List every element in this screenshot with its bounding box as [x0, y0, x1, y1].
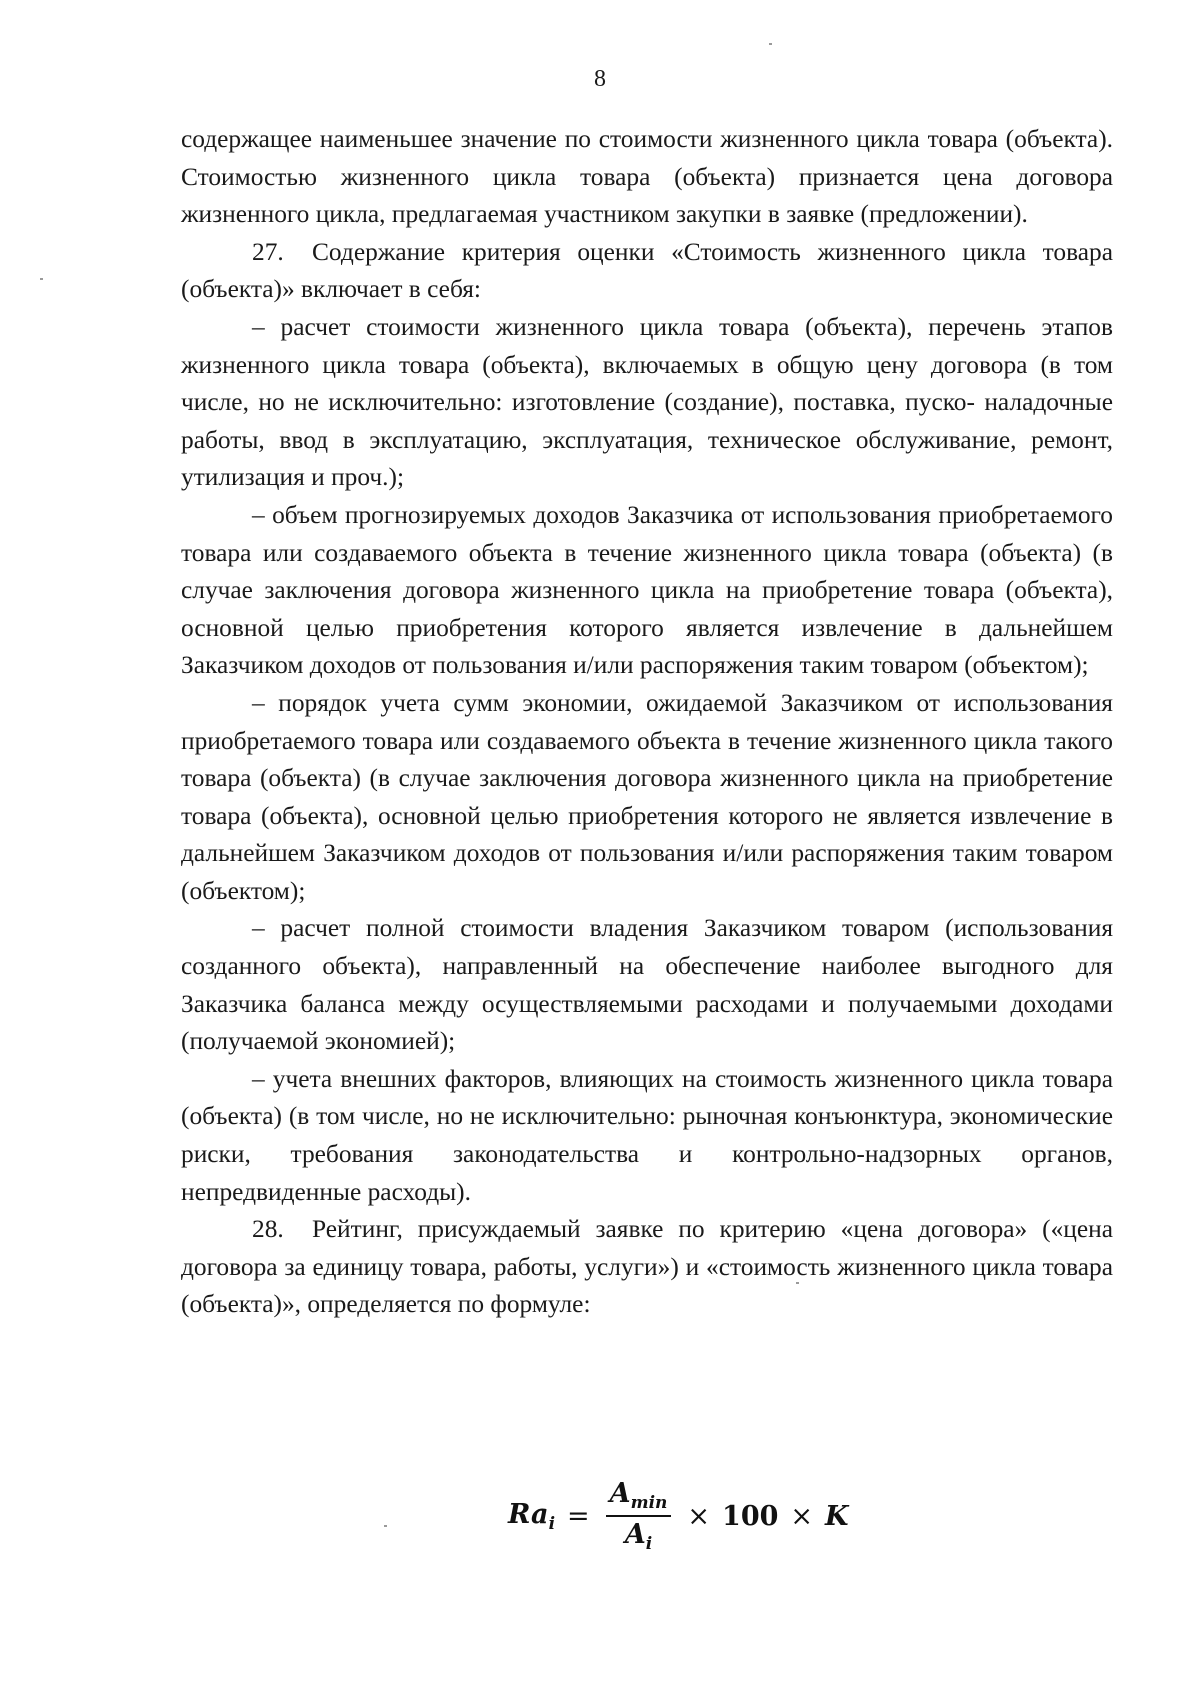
paragraph-text: Рейтинг, присуждаемый заявке по критерию «цена договора» («цена договора за единицу товара, работы, услуги») и «стоимость жизненного цикла товара (объекта)», определяется по формуле:	[181, 1215, 1113, 1319]
scan-artifact	[40, 278, 43, 280]
list-item	[181, 910, 1113, 1060]
paragraph-text: содержащее наименьшее значение по стоимости жизненного цикла товара (объекта). Стоимостью жизненного цикла товара (объекта) признается цена договора жизненного цикла, предлагаемая участником закупки в заявке (предложении).	[181, 125, 1113, 229]
formula-factor: K	[825, 1500, 849, 1532]
formula-equals: =	[567, 1500, 590, 1532]
formula-denominator: $A_i$	[624, 1519, 653, 1554]
scan-artifact	[384, 1525, 387, 1527]
paragraph-continuation	[181, 121, 1113, 234]
paragraph-number: 28.	[252, 1215, 284, 1244]
formula-constant: 100	[722, 1500, 779, 1532]
list-item-text: – расчет стоимости жизненного цикла товара (объекта), перечень этапов жизненного цикла товара (объекта), включаемых в общую цену договора (в том числе, но не исключительно: изготовление (создание), поставка, пуско- наладочные работы, ввод в эксплуатацию, эксплуатация, техническое обслуживание, ремонт, утилизация и проч.);	[181, 312, 1113, 492]
formula-fraction	[606, 1478, 672, 1554]
paragraph-number: 27.	[252, 237, 284, 266]
list-item	[181, 497, 1113, 685]
list-item-text: – учета внешних факторов, влияющих на стоимость жизненного цикла товара (объекта) (в том числе, но не исключительно: рыночная конъюнктура, экономические риски, требования законодательства и контрольно-надзорных органов, непредвиденные расходы).	[181, 1064, 1113, 1206]
list-item-text: – объем прогнозируемых доходов Заказчика от использования приобретаемого товара или создаваемого объекта в течение жизненного цикла товара (объекта) (в случае заключения договора жизненного цикла на приобретение товара (объекта), основной целью приобретения которого является извлечение в дальнейшем Заказчиком доходов от пользования и/или распоряжения таким товаром (объектом);	[181, 500, 1113, 680]
list-item-text: – порядок учета сумм экономии, ожидаемой Заказчиком от использования приобретаемого товара или создаваемого объекта в течение жизненного цикла такого товара (объекта) (в случае заключения договора жизненного цикла на приобретение товара (объекта), основной целью приобретения которого не является извлечение в дальнейшем Заказчиком доходов от пользования и/или распоряжения таким товаром (объектом);	[181, 688, 1113, 905]
page-number: 8	[594, 66, 606, 92]
document-body	[181, 121, 1113, 1324]
paragraph-text: Содержание критерия оценки «Стоимость жизненного цикла товара (объекта)» включает в себя:	[181, 237, 1113, 304]
paragraph-28	[181, 1211, 1113, 1324]
formula-lhs: $Ra_i$	[508, 1498, 556, 1534]
formula-times: ×	[790, 1500, 814, 1532]
list-item	[181, 309, 1113, 497]
formula-times: ×	[687, 1500, 711, 1532]
scan-artifact	[769, 43, 772, 45]
list-item	[181, 685, 1113, 911]
formula-numerator: $A_{min}$	[609, 1478, 668, 1513]
list-item	[181, 1061, 1113, 1211]
scan-artifact	[796, 1282, 799, 1284]
list-item-text: – расчет полной стоимости владения Заказчиком товаром (использования созданного объекта), направленный на обеспечение наиболее выгодного для Заказчика баланса между осуществляемыми расходами и получаемыми доходами (получаемой экономией);	[181, 914, 1113, 1056]
paragraph-27	[181, 234, 1113, 309]
rating-formula	[508, 1478, 849, 1554]
